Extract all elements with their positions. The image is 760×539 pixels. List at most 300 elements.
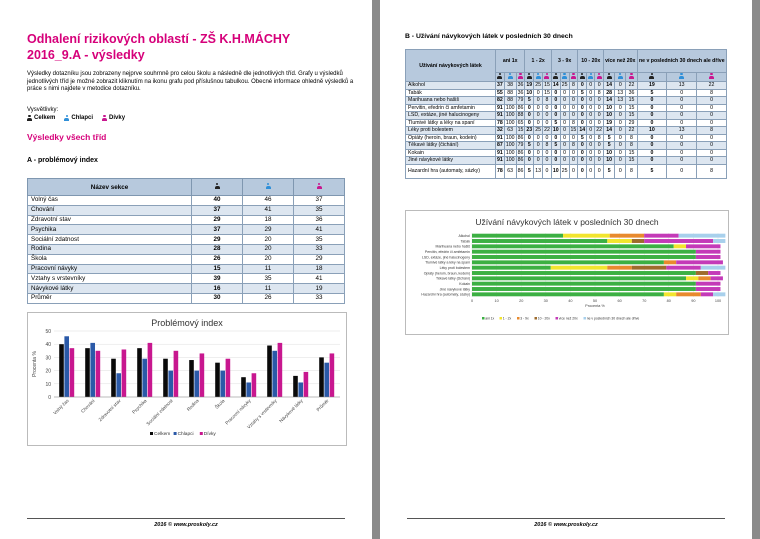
table-b-icon-cell [516, 73, 525, 82]
x-tick-label: Rodina [185, 398, 200, 413]
table-b-value: 38 [504, 82, 516, 90]
table-b-value: 0 [615, 142, 626, 150]
value-boys: 18 [243, 215, 294, 225]
bar-segment [472, 250, 696, 254]
section-name: Vztahy s vrstevníky [28, 274, 192, 284]
bar [194, 371, 199, 397]
table-b-value: 0 [551, 157, 560, 165]
table-b-value: 0 [578, 104, 587, 112]
table-b-icon-cell [595, 73, 604, 82]
table-b-value: 0 [637, 142, 667, 150]
legend-label: Vysvětlivky: [27, 107, 59, 113]
legend-all-label: Celkem [34, 115, 56, 121]
substance-name: Opiáty (heroin, braun, kodein) [406, 134, 496, 142]
table-b-value: 0 [569, 112, 578, 120]
footer: 2016 © www.proskoly.cz [154, 522, 218, 528]
section-name: Škola [28, 254, 192, 264]
value-all: 29 [192, 215, 243, 225]
person-all-icon [607, 73, 612, 79]
x-tick-label: 30 [543, 299, 548, 303]
table-b-value: 0 [587, 82, 595, 90]
bar-segment [472, 282, 696, 286]
legend-swatch [174, 432, 177, 435]
bar [122, 349, 127, 397]
substance-name: Hazardní hra (automaty, sázky) [406, 164, 496, 178]
legend-girls [102, 115, 125, 121]
table-b-value: 5 [604, 164, 615, 178]
table-b-value: 0 [569, 157, 578, 165]
value-girls: 18 [294, 264, 345, 274]
table-b-value: 5 [551, 119, 560, 127]
table-b-value: 0 [667, 112, 697, 120]
bar-segment [686, 276, 698, 280]
table-b-value: 100 [505, 149, 515, 156]
table-b-value: 100 [505, 104, 515, 111]
table-b-value: 0 [587, 157, 595, 165]
table-b-value: 0 [543, 157, 552, 165]
bar [220, 371, 225, 397]
table-b-group-header: ne v posledních 30 dnech ale dříve [637, 50, 726, 73]
table-b-value: 0 [615, 119, 626, 127]
table-b-corner: Užívání návykových látek [406, 50, 496, 82]
table-b-value: 0 [551, 104, 560, 112]
table-b-value: 10 [604, 112, 615, 120]
table-b-value: 10 [604, 149, 615, 157]
bar-segment [563, 234, 610, 238]
x-tick-label: 70 [642, 299, 647, 303]
table-b-value: 0 [615, 164, 626, 178]
table-b-value: 0 [667, 164, 697, 178]
table-b-value: 8 [569, 142, 578, 150]
table-b-value: 0 [578, 97, 587, 105]
value-all: 28 [192, 244, 243, 254]
legend-label: více než 20x [558, 316, 578, 321]
table-b-value: 10 [604, 104, 615, 112]
table-b-value: 36 [626, 89, 637, 97]
section-name: Pracovní návyky [28, 264, 192, 274]
bar [267, 346, 272, 397]
table-header-girls [294, 179, 345, 196]
person-all-icon [497, 73, 502, 79]
y-tick-label: 30 [45, 355, 51, 362]
table-b-value: 88 [504, 89, 516, 97]
x-tick-label: Chování [80, 398, 96, 414]
page-1 [0, 0, 372, 539]
table-b-value: 0 [587, 142, 595, 150]
value-boys: 29 [243, 225, 294, 235]
table-b-value: 0 [587, 119, 595, 127]
x-tick-label: Škola [214, 398, 226, 410]
table-b-value: 0 [569, 97, 578, 105]
x-tick-label: 20 [519, 299, 524, 303]
table-row [28, 284, 345, 294]
table-b-value: 100 [505, 112, 515, 119]
table-b-value: 0 [534, 89, 543, 97]
table-b-value: 37 [497, 82, 503, 89]
bar [319, 357, 324, 397]
legend-swatch [517, 317, 520, 320]
bar-segment [713, 239, 725, 243]
table-b-value: 0 [615, 149, 626, 157]
table-b-value: 0 [551, 89, 560, 97]
bar-segment [472, 234, 563, 238]
person-boys-icon [508, 73, 513, 79]
table-b-value: 0 [697, 157, 727, 165]
table-b-value: 0 [534, 97, 543, 105]
substance-name: Těkavé látky (čichání) [406, 142, 496, 150]
table-row [406, 82, 727, 90]
table-b-value: 100 [505, 157, 515, 164]
bar-segment [472, 271, 696, 275]
table-b-value: 0 [534, 134, 543, 142]
table-b-value: 0 [637, 97, 667, 105]
person-all-icon [27, 115, 32, 121]
table-b-value: 0 [697, 104, 727, 112]
table-b-value: 86 [517, 149, 524, 156]
table-b-icon-cell [543, 73, 552, 82]
value-girls: 35 [294, 235, 345, 245]
legend-boys-label: Chlapci [71, 115, 94, 121]
problem-index-table [27, 178, 345, 304]
table-b-value: 0 [534, 157, 543, 165]
table-b-value: 0 [525, 119, 534, 127]
table-b-group-header: 10 - 20x [578, 50, 604, 73]
table-row [406, 157, 727, 165]
table-b-value: 0 [525, 149, 534, 157]
table-b-value: 8 [595, 134, 604, 142]
bar-segment [666, 266, 700, 270]
substance-name: Léky proti bolestem [406, 127, 496, 135]
table-b-value: 0 [560, 119, 569, 127]
table-b-value: 0 [595, 97, 604, 105]
problem-index-chart [27, 312, 347, 446]
table-b-value: 65 [517, 119, 524, 126]
table-b-value: 0 [560, 149, 569, 157]
bar-segment [696, 287, 721, 291]
table-b-value: 0 [637, 104, 667, 112]
table-row [406, 142, 727, 150]
table-b-value: 8 [697, 164, 727, 178]
table-b-value: 0 [667, 142, 697, 150]
bar [189, 360, 194, 397]
section-name: Rodina [28, 244, 192, 254]
table-b-icon-cell [667, 73, 697, 82]
x-tick-label: Sociální zdatnost [145, 398, 174, 427]
table-b-value: 19 [604, 119, 615, 127]
y-tick-label: Opiáty (heroin, braun, kodein) [423, 271, 470, 276]
table-b-value: 91 [497, 157, 503, 164]
value-all: 26 [192, 254, 243, 264]
section-b-heading: B - Užívání návykových látek v posledních 30 dnech [405, 33, 573, 40]
table-b-value: 0 [667, 89, 697, 97]
table-b-value: 100 [505, 142, 515, 149]
person-girls-icon [518, 73, 523, 79]
legend-swatch [584, 317, 587, 320]
table-b-value: 36 [517, 82, 524, 89]
table-b-value: 91 [497, 112, 503, 119]
bar-segment [644, 239, 713, 243]
table-row [406, 119, 727, 127]
table-b-value: 5 [525, 164, 534, 178]
table-b-value: 0 [595, 82, 604, 90]
person-boys-icon [266, 183, 271, 189]
legend-swatch [200, 432, 203, 435]
table-b-value: 79 [517, 142, 524, 149]
table-b-value: 87 [497, 142, 503, 149]
bar-segment [696, 271, 708, 275]
table-b-value: 25 [535, 127, 542, 134]
table-b-value: 0 [615, 127, 626, 135]
intro-text: Výsledky dotazníku jsou zobrazeny nejprve souhrnně pro celou školu a následně dle jednotlivých tříd. Grafy u výsledků jednotlivých tříd je možné zobrazit kliknutím na ikonu grafu pod příslušnou tabulkou. Obecné informace ohledně výsledků a práce s nimi najdete v metodice dotazníku. [27, 71, 354, 92]
table-b-value: 0 [560, 97, 569, 105]
bar-segment [472, 244, 674, 248]
x-tick-label: Psychika [131, 398, 148, 415]
y-tick-label: 40 [45, 342, 51, 349]
table-b-icon-cell [560, 73, 569, 82]
person-girls-icon [317, 183, 322, 189]
legend-swatch [556, 317, 559, 320]
bar-segment [632, 266, 666, 270]
person-boys-icon [588, 73, 593, 79]
table-b-value: 5 [604, 142, 615, 150]
y-tick-label: Tlumivé látky a léky na spaní [425, 260, 470, 265]
table-b-group-header: více než 20x [604, 50, 637, 73]
x-tick-label: 100 [714, 299, 722, 303]
bar-segment [686, 244, 720, 248]
legend-boys [64, 115, 93, 121]
bar [64, 336, 69, 397]
table-b-value: 0 [595, 142, 604, 150]
value-all: 39 [192, 274, 243, 284]
value-boys: 35 [243, 274, 294, 284]
table-b-value: 8 [626, 134, 637, 142]
table-row [28, 225, 345, 235]
bar [59, 344, 64, 397]
table-header-all [192, 179, 243, 196]
legend-label: ani 1x [485, 316, 495, 321]
substance-name: Kokain [406, 149, 496, 157]
section-name: Návykové látky [28, 284, 192, 294]
table-b-value: 29 [626, 119, 637, 127]
table-b-value: 0 [595, 104, 604, 112]
table-b-value: 88 [517, 112, 524, 119]
table-b-value: 0 [569, 149, 578, 157]
value-girls: 37 [294, 196, 345, 206]
person-boys-icon [562, 73, 567, 79]
table-b-value: 0 [578, 82, 587, 90]
chart-title: Užívání návykových látek v posledních 30 dnech [475, 217, 659, 227]
table-b-value: 14 [552, 82, 559, 89]
value-girls: 35 [294, 205, 345, 215]
title-line-2: 2016_9.A - výsledky [27, 48, 145, 62]
table-b-value: 0 [697, 112, 727, 120]
table-b-value: 5 [525, 142, 534, 150]
table-b-value: 15 [517, 127, 524, 134]
value-boys: 20 [243, 254, 294, 264]
table-b-value: 8 [697, 89, 727, 97]
bar-segment [607, 239, 632, 243]
table-b-icon-cell [504, 73, 516, 82]
table-b-value: 0 [615, 134, 626, 142]
table-b-value: 0 [560, 157, 569, 165]
table-b-value: 0 [569, 164, 578, 178]
bar [111, 359, 116, 397]
value-all: 29 [192, 235, 243, 245]
legend-all [27, 115, 55, 121]
table-b-icon-cell [578, 73, 587, 82]
bar-segment [472, 287, 696, 291]
value-all: 30 [192, 293, 243, 303]
table-b-icon-cell [615, 73, 626, 82]
table-b-value: 5 [525, 97, 534, 105]
substance-name: Tlumivé látky a léky na spaní [406, 119, 496, 127]
table-b-value: 78 [496, 164, 505, 178]
bar [90, 343, 95, 397]
x-tick-label: Pracovní návyky [224, 398, 252, 426]
bar-segment [696, 282, 721, 286]
person-boys-icon [679, 73, 684, 79]
table-b-value: 0 [587, 127, 595, 135]
table-b-value: 13 [667, 82, 697, 90]
value-boys: 20 [243, 235, 294, 245]
bar-segment [701, 266, 726, 270]
table-row [28, 235, 345, 245]
table-b-value: 0 [595, 149, 604, 157]
legend-label: Chlapci [177, 432, 194, 437]
y-tick-label: 10 [45, 381, 51, 388]
x-tick-label: Průměr [315, 398, 330, 413]
table-b-value: 19 [526, 82, 533, 89]
bar-segment [674, 244, 686, 248]
y-tick-label: Jiné návykové látky [439, 287, 470, 292]
table-b-icon-cell [587, 73, 595, 82]
x-tick-label: 50 [592, 299, 598, 303]
table-b-icon-cell [604, 73, 615, 82]
table-b-value: 0 [525, 157, 534, 165]
x-tick-label: 60 [617, 299, 622, 303]
table-b-value: 78 [497, 119, 503, 126]
x-tick-label: Návykové látky [278, 398, 304, 424]
value-all: 37 [192, 225, 243, 235]
table-b-value: 63 [504, 127, 516, 135]
x-axis-label: Procenta % [585, 304, 605, 308]
bar [163, 359, 168, 397]
bar [85, 348, 90, 397]
y-tick-label: 0 [48, 395, 51, 401]
bar [226, 359, 231, 397]
table-b-value: 28 [604, 89, 615, 97]
legend-label: ne v posledních 30 dnech ale dříve [586, 316, 640, 321]
substance-use-chart [405, 210, 729, 335]
substance-name: Jiné návykové látky [406, 157, 496, 165]
section-name: Průměr [28, 293, 192, 303]
y-tick-label: Hazardní hra (automaty, sázky) [421, 292, 470, 297]
table-row [28, 244, 345, 254]
bar [148, 343, 153, 397]
table-b-value: 0 [587, 104, 595, 112]
table-b-value: 0 [525, 112, 534, 120]
table-b-value: 14 [604, 82, 615, 90]
table-b-value: 0 [595, 164, 604, 178]
table-b-value: 0 [560, 112, 569, 120]
table-b-value: 5 [578, 134, 587, 142]
section-name: Chování [28, 205, 192, 215]
table-b-value: 0 [551, 97, 560, 105]
table-b-value: 63 [504, 164, 516, 178]
substance-name: Tabák [406, 89, 496, 97]
person-girls-icon [597, 73, 602, 79]
y-tick-label: Marihuana nebo hašiš [435, 244, 470, 249]
table-b-icon-cell [697, 73, 727, 82]
table-b-icon-cell [525, 73, 534, 82]
bar [142, 359, 147, 397]
table-b-value: 86 [517, 104, 524, 111]
table-b-value: 15 [570, 127, 577, 134]
table-b-value: 8 [569, 119, 578, 127]
table-b-value: 10 [604, 157, 615, 165]
x-tick-label: Volný čas [52, 398, 70, 416]
x-tick-label: Vztahy s vrstevníky [246, 398, 278, 430]
bar-segment [696, 255, 721, 259]
table-b-value: 0 [615, 82, 626, 90]
bar-segment [607, 266, 632, 270]
person-girls-icon [544, 73, 549, 79]
person-boys-icon [618, 73, 623, 79]
chart-title: Problémový index [151, 318, 223, 328]
table-b-value: 25 [561, 82, 568, 89]
page-title [27, 31, 357, 63]
table-b-value: 0 [697, 142, 727, 150]
y-tick-label: Léky proti bolestem [439, 266, 470, 270]
bar [70, 348, 75, 397]
substance-name: Alkohol [406, 82, 496, 90]
person-all-icon [580, 73, 585, 79]
legend-swatch [500, 317, 503, 320]
table-b-group-header: 3 - 9x [551, 50, 577, 73]
table-b-value: 22 [626, 127, 637, 135]
table-b-value: 5 [637, 164, 667, 178]
table-b-value: 10 [526, 89, 533, 96]
value-boys: 46 [243, 196, 294, 206]
table-b-value: 0 [569, 104, 578, 112]
table-b-value: 22 [596, 127, 603, 134]
table-b-value: 55 [497, 89, 503, 96]
table-b-value: 15 [626, 97, 637, 105]
person-girls-icon [102, 115, 107, 121]
table-b-value: 0 [578, 119, 587, 127]
table-b-value: 5 [551, 142, 560, 150]
table-b-value: 0 [543, 104, 552, 112]
substance-use-chart-svg [406, 211, 728, 334]
table-b-value: 22 [544, 127, 550, 134]
bar [324, 363, 329, 397]
table-b-value: 91 [497, 104, 503, 111]
table-row [406, 149, 727, 157]
table-b-value: 0 [667, 157, 697, 165]
bar [278, 343, 283, 397]
table-b-value: 0 [560, 127, 569, 135]
table-b-icon-cell [496, 73, 505, 82]
results-heading: Výsledky všech tříd [27, 132, 107, 142]
table-b-value: 0 [543, 112, 552, 120]
bar [298, 382, 303, 397]
legend-swatch [482, 317, 485, 320]
value-boys: 11 [243, 284, 294, 294]
table-b-value: 0 [560, 142, 569, 150]
bar-segment [676, 292, 701, 296]
person-boys-icon [64, 115, 69, 121]
table-b-value: 0 [551, 149, 560, 157]
